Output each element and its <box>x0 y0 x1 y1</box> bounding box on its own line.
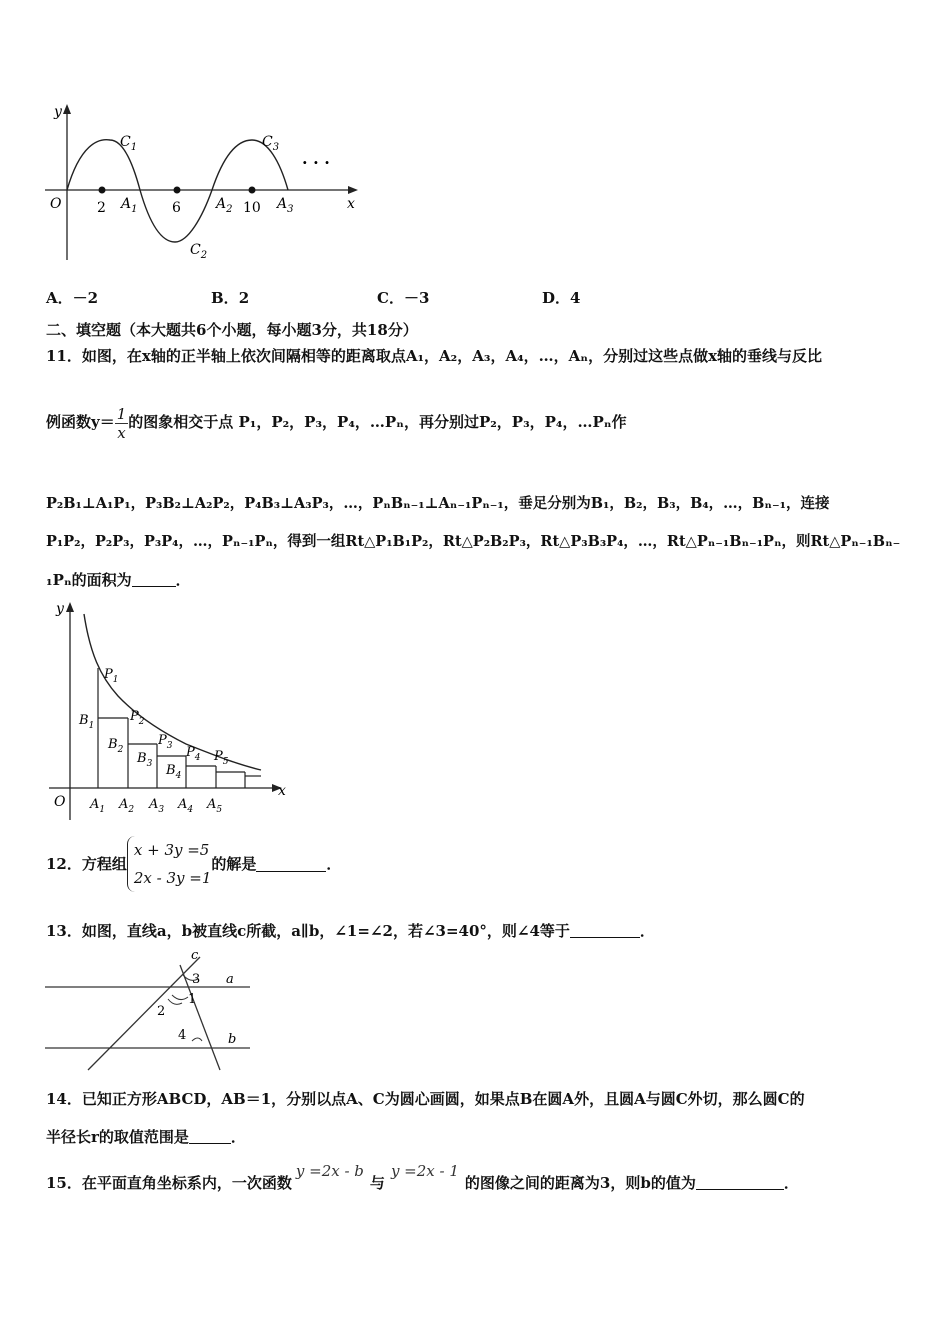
q11-answer-blank[interactable] <box>132 572 176 587</box>
label-a1: $A_1$ <box>90 797 106 815</box>
formula-2: y =2x - 1 <box>390 1162 459 1180</box>
equation-2: 2x - 3y =1 <box>133 869 212 887</box>
q13-number: 13． <box>46 922 82 940</box>
q12-post: 的解是 <box>211 855 257 873</box>
option-a[interactable] <box>46 287 98 308</box>
label-p1: $P_1$ <box>104 667 119 685</box>
q13-answer-blank[interactable] <box>570 923 640 938</box>
label-c1: $C_1$ <box>120 134 138 153</box>
option-c[interactable] <box>377 287 429 308</box>
label-4: 4 <box>178 1028 187 1043</box>
option-c-label: C． <box>377 289 404 307</box>
label-a1: $A_1$ <box>121 196 138 215</box>
option-b-label: B． <box>211 289 239 307</box>
ellipsis-dots: · · · <box>302 153 330 172</box>
q11-line4: P₁P₂，P₂P₃，P₃P₄，…，Pₙ₋₁Pₙ，得到一组Rt△P₁B₁P₂，Rt△P₂B₂P₃，Rt△P₃B₃P₄，…，Rt△Pₙ₋₁Bₙ₋₁Pₙ，则Rt△Pₙ₋₁Bₙ₋ <box>46 533 901 550</box>
label-a: a <box>226 972 234 987</box>
tick-dot-2 <box>99 187 106 194</box>
q15-answer-blank[interactable] <box>696 1175 784 1190</box>
label-a2: $A_2$ <box>119 797 135 815</box>
q11-line3: P₂B₁⊥A₁P₁，P₃B₂⊥A₂P₂，P₄B₃⊥A₃P₃，…，PₙBₙ₋₁⊥Aₙ₋₁Pₙ₋₁，垂足分别为B₁，B₂，B₃，B₄，…，Bₙ₋₁，连接 <box>46 495 830 512</box>
y-axis-arrow <box>63 104 71 114</box>
y-label: y <box>54 104 62 120</box>
label-c3: $C_3$ <box>262 134 280 153</box>
hyperbola-figure <box>46 598 296 828</box>
option-a-label: A． <box>46 289 73 307</box>
origin-label: O <box>50 196 62 212</box>
q11-text-2b: 的图象相交于点 P₁，P₂，P₃，P₄，…Pₙ，再分别过P₂，P₃，P₄，…Pₙ作 <box>128 413 627 431</box>
x-label: x <box>347 196 355 212</box>
label-c: c <box>191 948 199 963</box>
x-axis-arrow <box>348 186 358 194</box>
label-a5: $A_5$ <box>207 797 223 815</box>
q15-post: 的图像之间的距离为3，则b的值为 <box>464 1174 696 1192</box>
angle-arc-1 <box>172 995 188 1000</box>
q11-text-1: 如图，在x轴的正半轴上依次间隔相等的距离取点A₁，A₂，A₃，A₄，…，Aₙ，分别过这些点做x轴的垂线与反比 <box>81 347 823 365</box>
label-a2: $A_2$ <box>216 196 233 215</box>
label-a3: $A_3$ <box>277 196 294 215</box>
option-a-value: －2 <box>72 289 99 307</box>
tick-label-10: 10 <box>243 200 261 216</box>
q11-fraction <box>115 405 129 442</box>
label-1: 1 <box>188 992 197 1007</box>
q14-text-1: 已知正方形ABCD，AB＝1，分别以点A、C为圆心画圆，如果点B在圆A外，且圆A与圆C外切，那么圆C的 <box>81 1090 805 1108</box>
q12-answer-blank[interactable] <box>256 857 326 872</box>
x-label: x <box>278 783 286 799</box>
label-p3: $P_3$ <box>158 733 173 751</box>
sine-wave-figure <box>40 100 370 270</box>
origin-label: O <box>54 794 66 810</box>
q15-end: ． <box>783 1174 799 1192</box>
option-c-value: －3 <box>403 289 430 307</box>
equation-1: x + 3y =5 <box>133 841 210 859</box>
q11-line5 <box>46 570 191 590</box>
q11-end: ． <box>175 571 191 589</box>
formula-1: y =2x - b <box>295 1162 364 1180</box>
label-a4: $A_4$ <box>178 797 194 815</box>
label-c2: $C_2$ <box>190 242 208 261</box>
q11-text-5: ₁Pₙ的面积为 <box>46 571 132 589</box>
fraction-num: 1 <box>116 404 127 423</box>
q11-number: 11． <box>46 347 82 365</box>
q13-text: 如图，直线a，b被直线c所截，a∥b，∠1=∠2，若∠3=40°，则∠4等于 <box>81 922 570 940</box>
parallel-lines-figure <box>40 945 270 1075</box>
label-a3: $A_3$ <box>149 797 165 815</box>
label-p5: $P_5$ <box>214 749 229 767</box>
q14-end: ． <box>230 1128 246 1146</box>
tick-dot-10 <box>249 187 256 194</box>
option-b-value: 2 <box>238 289 250 307</box>
label-b1: $B_1$ <box>79 713 95 731</box>
label-b: b <box>228 1032 237 1047</box>
q15-pre: 在平面直角坐标系内，一次函数 <box>81 1174 292 1192</box>
option-d-value: 4 <box>570 289 581 307</box>
y-axis-arrow <box>66 602 74 612</box>
q11-line1 <box>46 346 822 366</box>
q12-end: ． <box>326 855 342 873</box>
q15-line <box>46 1162 799 1193</box>
tick-dot-6 <box>174 187 181 194</box>
y-label: y <box>56 601 64 617</box>
label-3: 3 <box>192 972 201 987</box>
equation-system <box>127 836 212 892</box>
q11-text-2a: 例函数y＝ <box>46 413 115 431</box>
q15-mid: 与 <box>369 1174 385 1192</box>
label-b2: $B_2$ <box>108 737 124 755</box>
option-b[interactable] <box>211 287 249 308</box>
label-2: 2 <box>157 1004 166 1019</box>
tick-label-2: 2 <box>97 200 106 216</box>
q15-number: 15． <box>46 1174 82 1192</box>
q12-number: 12． <box>46 855 82 873</box>
tick-label-6: 6 <box>172 200 181 216</box>
angle-arc-4 <box>192 1038 202 1041</box>
fraction-den: x <box>117 423 126 442</box>
label-p2: $P_2$ <box>130 709 145 727</box>
q14-line2 <box>46 1127 246 1147</box>
q12-pre: 方程组 <box>81 855 127 873</box>
label-p4: $P_4$ <box>186 745 201 763</box>
label-b4: $B_4$ <box>166 763 182 781</box>
q11-line2 <box>46 404 627 442</box>
q14-number: 14． <box>46 1090 82 1108</box>
q13-line <box>46 921 655 941</box>
option-d[interactable] <box>542 287 580 308</box>
q12-line <box>46 836 341 892</box>
q14-line1 <box>46 1089 805 1109</box>
q14-text-2: 半径长r的取值范围是 <box>46 1128 189 1146</box>
option-d-label: D． <box>542 289 571 307</box>
section-heading: 二、填空题（本大题共6个小题，每小题3分，共18分） <box>46 321 418 339</box>
q14-answer-blank[interactable] <box>189 1129 231 1144</box>
q13-end: ． <box>639 922 655 940</box>
label-b3: $B_3$ <box>137 751 153 769</box>
